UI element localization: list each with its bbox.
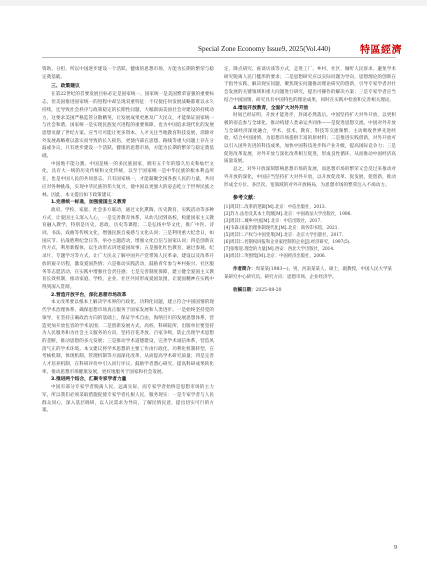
reference-item: [5]周其仁.产权与中国变革[M].北京：北京大学出版社，2017. [224, 233, 344, 239]
body-paragraph: 政府、学校、家庭、社会多方联动，通过文化熏陶、历史教育、实践活动等多种方式，让爱国主义深入人心，一是完善教育体系，从幼儿园到高校，构建国家主义教育融入教学，特别是历史、思政、历史等课程；二是弘扬中华文化，推广中医、诗词、书法、戏曲等传统文化，增强民族自豪感与文化认同；三是利用重大纪念日，如国庆节、抗战胜利纪念日等，举办主题活动，增强文化自信与国家认同；四是创新宣传方式，利用新媒体，以生动形式讲述爱国故事；五是强化红色教育，通过参观、纪录片、专题学习等方式，让广大民众了解中国共产党带领人民革命、建设以及改革开放的艰辛历程，激发爱国热情；六是推动实践活动，鼓励青年参与乡村振兴、社区服务等志愿活动，在实践中增强社会责任感；七是完善制度保障，建立健全爱国主义教育长效机制，推动家庭、学校、企业、社区共同形成爱国氛围，让爱国精神在实践中得到深入贯彻。 [42, 207, 214, 290]
left-column [42, 66, 214, 415]
date-text: 2025-08-20 [255, 288, 282, 294]
page-number: 9 [394, 545, 397, 551]
reference-item: [1]周其仁.改革的逻辑[M].北京：中信出版社，2013. [224, 205, 326, 211]
journal-title-cn: 特區經濟 [360, 45, 402, 56]
reference-item: [4]韦森.国家治理体制现代化[M].北京：商务印书馆，2021. [224, 226, 339, 232]
body-paragraph: 本文改革要以根本上解决学术界的行政化、功利化问题，建立符合中国国情的现代学术治理体系，确保思想市场真正服务于国家发展和人类进步。一是始终坚持党的领导，在坚持正确政治方向的基础上，保证学术自由，海纳百川的发展思想体系，营造更加开放包容的学术氛围；二是创新发展方式，高校、科研院所、出版单位要坚持为人民服务和为社会主义服务的方向，坚持百花齐放、百家争鸣，防止出现学术思想的垄断，推动思想的多元发展；三是推动学术道德建设，完善学术诚信体系，营造风清气正的学术环境。本文建议将学术思想的主要工作由行政化、功利化机制转型，在考核机制、体现机制、管理机制等方面深化改革，从而提高学术研究质量；四是完善人才培养机制，在科研评价中引入同行评议、鼓励学者潜心研究、提高科研成果转化率，推动思想市场健康发展，更好地服务于国家和社会发展。 [42, 300, 214, 375]
subsection-heading: 3.推进两个结合，汇聚专家学者力量 [51, 377, 127, 383]
reference-item: [8]周其仁.突围集[M].北京：中国经济出版社，2006. [224, 254, 326, 260]
reference-item: [3]周其仁.城乡中国[M].北京：中信出版社，2017. [224, 219, 322, 225]
author-text: 周某某(1983—)，男，河南某某人，硕士，副教授，中国人民大学某某研究中心研究员。研究方向：思想市场、企业经济学。 [224, 267, 392, 280]
header-divider [42, 57, 396, 58]
date-label: 收稿日期： [233, 288, 256, 294]
journal-title-en: Special Zone Economy Issue9, 2025(Vol.440) [198, 45, 331, 53]
body-paragraph: 在第22世纪的首要发展目标必定是国家统一。国家统一是美国繁荣富强的重要标志，但美国推进国家统一的进程中却呈现双重特征：不仅使任何发展战略都难以永久持续，还导致社会秩序与政策稳定的长期性问题，大幅削弱美国社会对建设的持续动力，这要求美国严格监管分散精英，让发展成果更惠及广大民众，才能保证国家统一与社会和谐。国家统一是实现民族复兴进程的重要保障，也为中国追求现代化的发展思想贡献了世纪方案。应当尽可能让更多资本、人才关注当地教育科技发展，消除对外发展战略难以落实而导致的长久损伤，更使内部在思想、路线等重大问题上存在分歧或争议，只有逐步建设一个活跃、健康的思想市场，方能为长期的繁荣与稳定奠基础。 [42, 92, 214, 160]
body-paragraph: 中国有部分专家学者脱离人民、远离实际，而专家学者始终是思想市场的主力军，所以我们必须采取措施促使专家学者扎根人民，服务现实：一是专家学者与人民群众同心，深入基层调研，以人民需求为导向，了解民情民意，提出切实可行的方案。 [42, 385, 214, 414]
body-paragraph: 资助、分担，所以中国逐步建设一个活跃、健康的思想市场，方能为长期的繁荣与稳定奠基础。 [42, 67, 214, 80]
references-title: 参考文献： [233, 195, 259, 202]
reference-item: [7]张维迎.理念的力量[M].西安：西北大学出版社，2014. [224, 247, 335, 253]
body-paragraph: 中国地不能分割。中国是统一的多民族国家，拥有五千年的悠久历史和灿烂文化，具有大一统的历史传统和文化传统，以至于国家统一是中华民族的根本利益所在，也是中国人民的共同意志。只有国家统一，才能凝聚全国各族人民的力量，共同应对各种挑战，实现中华民族的伟大复兴，使中国以更强大的姿态屹立于世界民族之林。因此，本文提出如下政策建议： [42, 161, 214, 198]
subsection-heading: 4.增加开放教育，全面扩大对外开放 [233, 105, 309, 111]
references-list [224, 204, 396, 260]
reference-item: [2]苏力.法治及其本土资源[M].北京：中国政法大学出版社，1996. [224, 212, 352, 218]
subsection-heading: 1.完善统一标准，加强爱国主义教育 [51, 200, 127, 206]
body-paragraph: 总之，对外开放深刻影响思想市场的发展，而思想市场的繁荣又会反过来推动对外开放的深化，中国应当坚持扩大对外开放，以开放促改革、促发展、促创新，推动形成全方位、多层次、宽领域的对外开放格局，为思想市场的繁荣注入不竭动力。 [224, 167, 396, 188]
subsection-heading: 2.营造开放平台，深化思想市场改革 [51, 292, 127, 298]
author-note [224, 266, 396, 281]
author-label: 作者简介： [233, 267, 256, 273]
received-date [224, 287, 396, 294]
body-paragraph: 时间已经证明，开放才能进步，封闭必然落后。中国坚持扩大对外开放，以更积极的姿态参与全球化，推动构建人类命运共同体——是促进思想交流。中国对外开放与全球经济深度融合，学术、技术、教育、科技等交流频繁，主动吸收世界先进经验，结合中国国情，为思想市场提供丰富的原材料；二是推进实践创新，对外开放可以引入国外先进的科技成果，加快中国科技进步和产业升级，提高国际竞争力；三是促进改革发展，对外开放与深化改革相互促进，形成良性循环，从而推动中国经济高质量发展。 [224, 113, 396, 165]
right-column [224, 66, 396, 294]
top-shadow [0, 0, 427, 6]
body-paragraph: 定，降点研究、座谈访谈等方式，走进工厂、乡村、社区，倾听人民诉求，避免学术研究脱离人民门槛形的要求；二是思想研究应以实际问题为导向，思想理论的创新在于指导实践、解决现实问题，聚焦现实问题推动理论研究的创新，引导专家学者对社会发展的关键领域和重大问题进行研究，提出可操作的解决方案；三是专家学者应当结合中国国情，研究具有中国特色的理论成果，同时在实践中检验和完善相关理论。 [224, 67, 396, 103]
reference-item: [6]周其仁.控制权回报和企业家控制的企业[J].经济研究，1997(5). [224, 240, 351, 246]
section-heading: 三、政策建议 [51, 84, 80, 90]
